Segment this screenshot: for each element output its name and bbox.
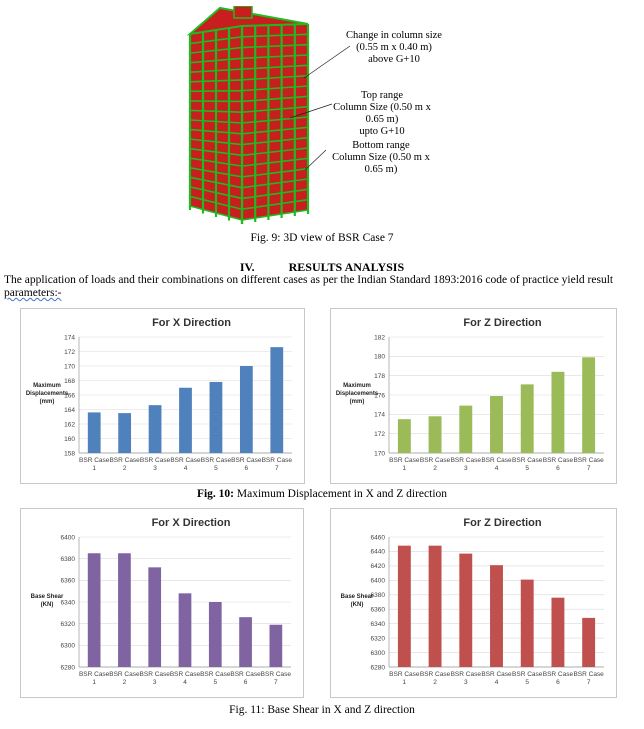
y-tick-label: 158 [64,450,75,458]
bar [179,388,192,453]
chart-title: For Z Direction [463,317,542,329]
annotation-top-range [324,90,440,138]
y-tick-label: 172 [64,348,75,356]
bar [459,554,472,667]
bar [429,416,442,453]
bar [148,567,161,667]
bar [582,618,595,667]
x-tick-label: 6 [556,679,560,686]
annotation-line: above G+10 [368,54,420,65]
building-3d-image [180,6,330,228]
x-tick-label: BSR Case [79,457,110,464]
bar [118,553,131,667]
y-tick-label: 6340 [60,599,75,607]
annotation-line: Column Size (0.50 m x 0.65 m) [332,152,430,175]
x-tick-label: 1 [402,465,407,472]
y-tick-label: 176 [374,392,385,400]
bar [209,602,222,667]
bar [521,384,534,453]
x-tick-label: 2 [433,679,437,686]
annotation-line: upto G+10 [359,126,405,137]
x-tick-label: BSR Case [78,671,110,678]
y-tick-label: 164 [64,406,75,414]
bar [429,546,442,667]
x-tick-label: 3 [463,679,468,686]
x-tick-label: 4 [494,465,499,472]
x-tick-label: 2 [122,465,127,472]
x-tick-label: 7 [586,465,591,472]
y-tick-label: 174 [374,411,385,419]
y-tick-label: 170 [374,450,385,458]
x-tick-label: 4 [183,465,188,472]
annotation-line: Top range [360,90,404,101]
chart-max-displacement-z [330,308,617,484]
chart-title: For X Direction [151,517,231,529]
x-tick-label: BSR Case [389,457,420,464]
x-tick-label: 7 [274,679,278,686]
x-tick-label: 4 [494,679,499,686]
section-heading [0,260,644,275]
y-tick-label: 6400 [370,577,385,585]
y-tick-label: 6280 [370,664,385,672]
annotation-line: (0.55 m x 0.40 m) [356,42,432,53]
chart-svg [21,309,304,483]
x-tick-label: BSR Case [231,457,262,464]
y-axis-label: Maximum Displacements (mm) [335,383,379,405]
section-number: IV. [239,260,255,274]
x-tick-label: BSR Case [230,671,261,678]
x-tick-label: BSR Case [139,671,170,678]
y-tick-label: 6360 [370,606,385,614]
bar [88,553,101,667]
x-tick-label: BSR Case [260,671,292,678]
y-tick-label: 6400 [60,534,75,542]
x-tick-label: 5 [213,679,218,686]
x-tick-label: BSR Case [139,457,171,464]
bar [490,396,503,453]
x-tick-label: 5 [525,465,530,472]
paragraph-text-end: parameters:- [4,287,62,299]
x-tick-label: 5 [214,465,218,472]
x-tick-label: BSR Case [200,671,231,678]
y-tick-label: 6300 [60,642,75,650]
x-tick-label: BSR Case [573,671,604,678]
x-tick-label: BSR Case [573,457,604,464]
y-tick-label: 178 [374,372,385,380]
figure-10-label: Fig. 10: [196,488,235,500]
bar [270,347,283,453]
bar [118,413,131,453]
y-tick-label: 168 [64,377,75,385]
x-tick-label: 3 [463,465,468,472]
bar [398,419,411,453]
x-tick-label: 6 [244,465,249,472]
y-tick-label: 6420 [370,563,385,571]
bar [239,617,252,667]
x-tick-label: 7 [586,679,591,686]
y-tick-label: 160 [64,435,75,443]
y-tick-label: 6320 [60,620,75,628]
y-tick-label: 6360 [60,577,75,585]
x-tick-label: BSR Case [450,457,481,464]
bar [551,598,564,667]
y-tick-label: 166 [64,392,75,400]
bar [582,357,595,453]
x-tick-label: 1 [402,679,407,686]
y-tick-label: 6320 [370,635,385,643]
chart-max-displacement-x [20,308,305,484]
y-tick-label: 6460 [370,534,385,542]
annotation-line: Bottom range [352,140,410,151]
x-tick-label: 4 [183,679,187,686]
x-tick-label: 3 [153,465,157,472]
chart-title: For X Direction [152,317,231,329]
y-tick-label: 182 [374,334,385,342]
bar [240,366,253,453]
y-tick-label: 6380 [370,592,385,600]
x-tick-label: BSR Case [109,457,140,464]
x-tick-label: 1 [92,679,96,686]
bar [88,412,101,453]
x-tick-label: BSR Case [542,671,574,678]
bar [459,406,472,453]
y-tick-label: 6280 [60,664,75,672]
section-title: RESULTS ANALYSIS [288,260,405,274]
x-tick-label: 5 [525,679,530,686]
y-axis-label: Base Shear (KN) [340,594,374,608]
x-tick-label: BSR Case [542,457,574,464]
x-tick-label: BSR Case [170,457,201,464]
annotation-line: Change in column size [346,30,442,41]
x-tick-label: BSR Case [450,671,481,678]
chart-svg [331,309,616,483]
x-tick-label: BSR Case [481,671,512,678]
annotation-column-change [332,30,456,66]
y-axis-label: Base Shear (KN) [30,594,64,608]
bar [398,546,411,667]
x-tick-label: BSR Case [389,671,420,678]
x-tick-label: BSR Case [419,671,451,678]
figure-10-text: Maximum Displacement in X and Z direction [234,488,448,500]
x-tick-label: BSR Case [169,671,201,678]
y-tick-label: 6440 [370,548,385,556]
figure-10-caption [0,488,644,500]
bar [149,405,162,453]
y-tick-label: 6300 [370,649,385,657]
x-tick-label: 7 [274,465,279,472]
bar [179,593,192,667]
bar [210,382,223,453]
bar [490,565,503,667]
bar [269,625,282,667]
x-tick-label: 2 [122,679,127,686]
x-tick-label: 6 [556,465,560,472]
chart-title: For Z Direction [463,517,542,529]
y-axis-label: Maximum Displacements (mm) [25,383,69,405]
annotation-line: Column Size (0.50 m x 0.65 m) [333,102,431,125]
y-tick-label: 170 [64,363,75,371]
chart-svg [21,509,303,697]
y-tick-label: 180 [374,353,385,361]
figure-11-caption: Fig. 11: Base Shear in X and Z direction [229,704,415,716]
x-tick-label: 3 [152,679,157,686]
x-tick-label: BSR Case [419,457,451,464]
bar [521,580,534,667]
x-tick-label: 2 [433,465,437,472]
x-tick-label: 1 [92,465,97,472]
x-tick-label: BSR Case [481,457,512,464]
y-tick-label: 172 [374,430,385,438]
y-tick-label: 6340 [370,620,385,628]
body-paragraph [4,274,640,300]
annotation-bottom-range [322,140,440,176]
x-tick-label: BSR Case [261,457,292,464]
y-tick-label: 162 [64,421,75,429]
x-tick-label: BSR Case [109,671,140,678]
figure-9-caption: Fig. 9: 3D view of BSR Case 7 [250,232,394,244]
y-tick-label: 6380 [60,555,75,563]
paragraph-text: The application of loads and their combinations on different cases as per the Indian Standard 1893:2016 code of practice yield result [4,274,614,286]
chart-svg [331,509,616,697]
x-tick-label: BSR Case [200,457,232,464]
building-rooftop-block [234,6,252,18]
chart-base-shear-z [330,508,617,698]
x-tick-label: 6 [243,679,248,686]
chart-base-shear-x [20,508,304,698]
bar [551,372,564,453]
x-tick-label: BSR Case [512,457,543,464]
y-tick-label: 174 [64,334,75,342]
x-tick-label: BSR Case [512,671,543,678]
